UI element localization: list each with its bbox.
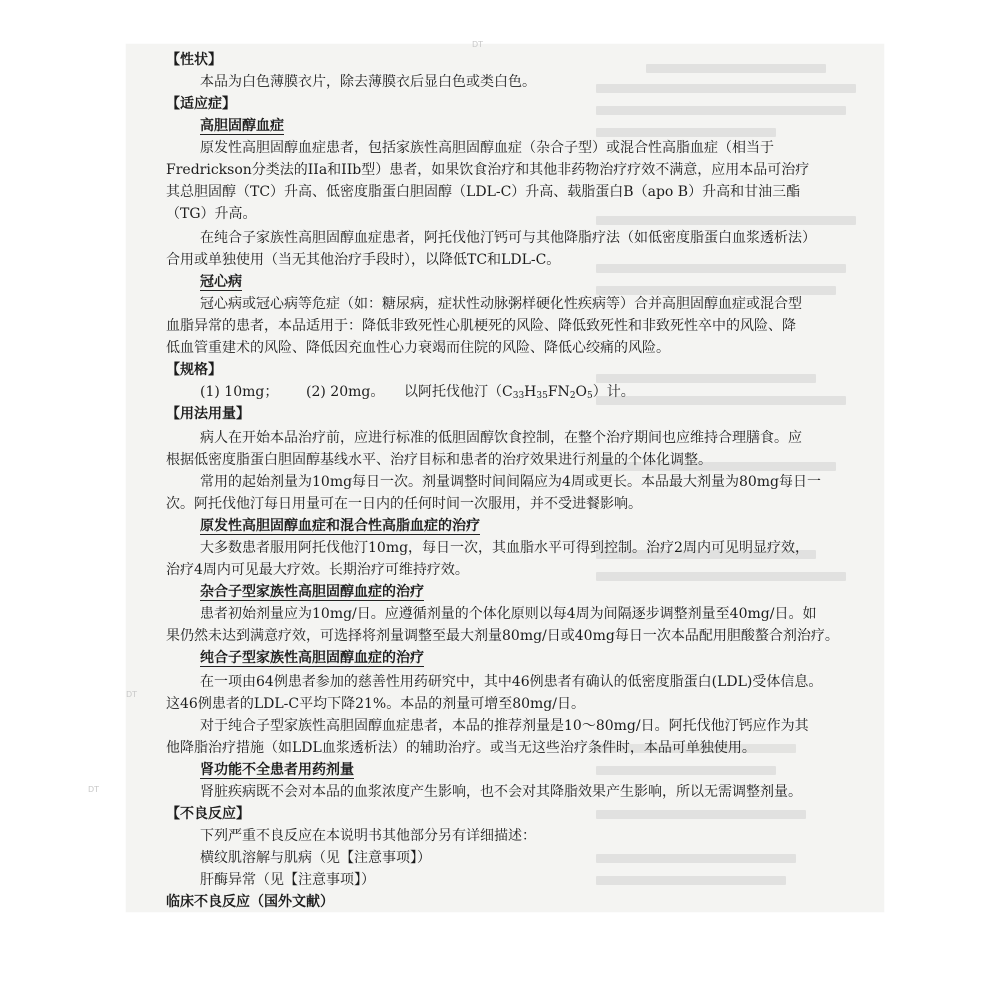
paragraph-line: 低血管重建术的风险、降低因充血性心力衰竭而住院的风险、降低心绞痛的风险。 [166, 340, 670, 356]
paragraph-line: 他降脂治疗措施（如LDL血浆透析法）的辅助治疗。或当无这些治疗条件时，本品可单独使用。 [166, 740, 756, 756]
section-heading-adverse-reactions: 【不良反应】 [166, 806, 250, 822]
appearance-text: 本品为白色薄膜衣片，除去薄膜衣后显白色或类白色。 [200, 74, 536, 90]
subheading-hypercholesterolemia: 高胆固醇血症 [200, 118, 284, 134]
section-heading-dosage: 【用法用量】 [166, 406, 250, 422]
section-heading-specifications: 【规格】 [166, 362, 222, 378]
spec-formula-note: 以阿托伐他汀$(C_{33}H_{35}FN_2O_5)$计。 [404, 384, 635, 401]
paragraph-line: 根据低密度脂蛋白胆固醇基线水平、治疗目标和患者的治疗效果进行剂量的个体化调整。 [166, 452, 712, 468]
paragraph-line: 在纯合子家族性高胆固醇血症患者，阿托伐他汀钙可与其他降脂疗法（如低密度脂蛋白血浆透析法） [200, 230, 816, 246]
paragraph-line: 原发性高胆固醇血症患者，包括家族性高胆固醇血症（杂合子型）或混合性高脂血症（相当于 [200, 140, 774, 156]
subheading-renal-dosing: 肾功能不全患者用药剂量 [200, 762, 354, 778]
paragraph-line: 大多数患者服用阿托伐他汀10mg，每日一次，其血脂水平可得到控制。治疗2周内可见明显疗效， [200, 540, 809, 556]
paragraph-line: 对于纯合子型家族性高胆固醇血症患者，本品的推荐剂量是10～80mg/日。阿托伐他汀钙应作为其 [200, 718, 809, 734]
paragraph-line: 治疗4周内可见最大疗效。长期治疗可维持疗效。 [166, 562, 469, 578]
subheading-primary-mixed-treatment: 原发性高胆固醇血症和混合性高脂血症的治疗 [200, 518, 480, 534]
paragraph-line: 常用的起始剂量为10mg每日一次。剂量调整时间间隔应为4周或更长。本品最大剂量为80mg每日一 [200, 474, 822, 490]
section-heading-appearance: 【性状】 [166, 52, 222, 68]
subheading-homozygous-treatment: 纯合子型家族性高胆固醇血症的治疗 [200, 650, 424, 666]
adverse-item-liver-enzyme: 肝酶异常（见【注意事项】） [200, 872, 375, 888]
paragraph-line: 合用或单独使用（当无其他治疗手段时），以降低TC和LDL-C。 [166, 252, 561, 268]
subheading-clinical-adverse-reactions: 临床不良反应（国外文献） [166, 894, 334, 910]
watermark: DT [88, 785, 100, 794]
paragraph-line: 这46例患者的LDL-C平均下降21%。本品的剂量可增至80mg/日。 [166, 696, 585, 712]
paragraph-line: 血脂异常的患者，本品适用于：降低非致死性心肌梗死的风险、降低致死性和非致死性卒中的风险、降 [166, 318, 796, 334]
adverse-item-rhabdomyolysis: 横纹肌溶解与肌病（见【注意事项】） [200, 850, 431, 866]
paragraph-line: 冠心病或冠心病等危症（如：糖尿病，症状性动脉粥样硬化性疾病等）合并高胆固醇血症或混合型 [200, 296, 802, 312]
spec-20mg: (2) 20mg。 [306, 384, 385, 400]
watermark: DT [126, 690, 138, 699]
spec-10mg: (1) 10mg； [200, 384, 279, 400]
paragraph-line: 在一项由64例患者参加的慈善性用药研究中，其中46例患者有确认的低密度脂蛋白(LDL)受体信息。 [200, 674, 823, 690]
watermark: DT [472, 40, 484, 49]
paragraph-line: 患者初始剂量应为10mg/日。应遵循剂量的个体化原则以每4周为间隔逐步调整剂量至40mg/日。如 [200, 606, 817, 622]
subheading-coronary-heart-disease: 冠心病 [200, 274, 242, 290]
paragraph-line: 下列严重不良反应在本说明书其他部分另有详细描述： [200, 828, 536, 844]
subheading-heterozygous-treatment: 杂合子型家族性高胆固醇血症的治疗 [200, 584, 424, 600]
section-heading-indications: 【适应症】 [166, 96, 236, 112]
paragraph-line: （TG）升高。 [166, 206, 257, 222]
paragraph-line: 其总胆固醇（TC）升高、低密度脂蛋白胆固醇（LDL-C）升高、载脂蛋白B（apo B）升高和甘油三酯 [166, 184, 801, 200]
paragraph-line: 次。阿托伐他汀每日用量可在一日内的任何时间一次服用，并不受进餐影响。 [166, 496, 642, 512]
paragraph-line: 果仍然未达到满意疗效，可选择将剂量调整至最大剂量80mg/日或40mg每日一次本品配用胆酸螯合剂治疗。 [166, 628, 839, 644]
paragraph-line: Fredrickson分类法的IIa和IIb型）患者，如果饮食治疗和其他非药物治疗疗效不满意，应用本品可治疗 [166, 162, 810, 178]
paragraph-line: 肾脏疾病既不会对本品的血浆浓度产生影响，也不会对其降脂效果产生影响，所以无需调整剂量。 [200, 784, 802, 800]
paragraph-line: 病人在开始本品治疗前，应进行标准的低胆固醇饮食控制，在整个治疗期间也应维持合理膳食。应 [200, 430, 802, 446]
